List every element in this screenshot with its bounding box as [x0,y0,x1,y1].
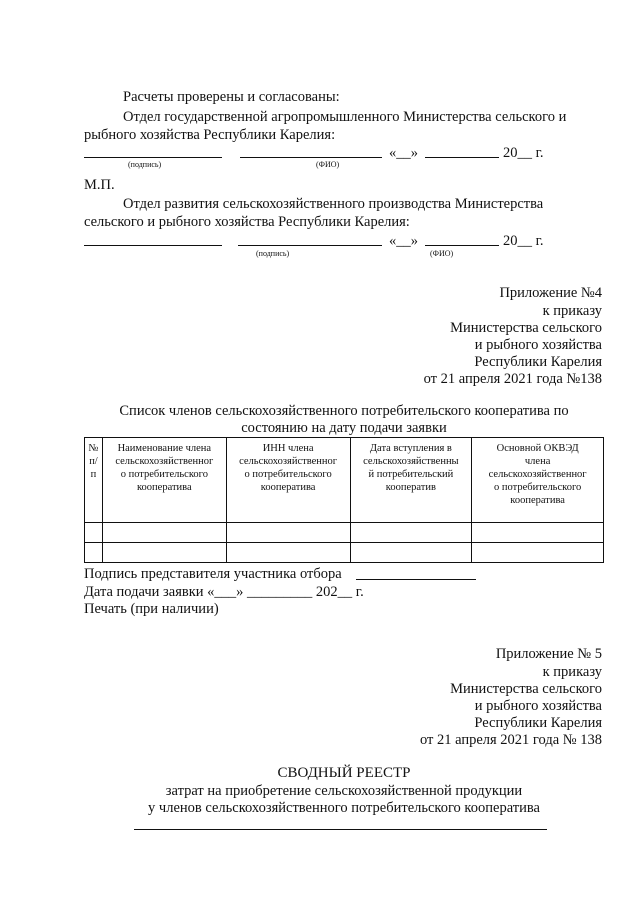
appendix5-line-1: Приложение № 5 [495,646,602,662]
dept2-line1: Отдел развития сельскохозяйственного производства Министерства [123,196,544,212]
signature-caption-2: (подпись) [256,249,290,258]
members-title-line1: Список членов сельскохозяйственного потребительского кооператива по [119,403,569,419]
registry-title: СВОДНЫЙ РЕЕСТР [277,765,411,781]
appendix4-line-6: от 21 апреля 2021 года №138 [423,371,602,387]
fio-caption-1: (ФИО) [316,160,340,169]
appendix5-line-6: от 21 апреля 2021 года № 138 [419,732,602,748]
seal-line: Печать (при наличии) [84,601,219,617]
stamp-label: М.П. [84,177,115,193]
appendix5-line-4: и рыбного хозяйства [474,698,602,714]
header-join-date: Дата вступления в сельскохозяйственны й потребительский кооператив [350,438,472,523]
dept1-line1: Отдел государственной агропромышленного Министерства сельского и [123,109,567,125]
signature-representative: Подпись представителя участника отбора [84,566,342,582]
members-title-line2: состоянию на дату подачи заявки [241,420,447,436]
approval-checked-line: Расчеты проверены и согласованы: [123,89,340,105]
header-member-name: Наименование члена сельскохозяйственног о потребительского кооператива [102,438,226,523]
signature-caption-1: (подпись) [128,160,162,169]
signature-line-1 [84,157,222,158]
signature-line-2 [84,245,222,246]
year-1: 20__ г. [503,145,544,161]
header-okved: Основной ОКВЭД члена сельскохозяйственног о потребительского кооператива [472,438,604,523]
table-row [85,543,604,563]
registry-subtitle-line1: затрат на приобретение сельскохозяйственной продукции [165,783,523,799]
fio-caption-2: (ФИО) [430,249,454,258]
table-header-row [85,438,604,523]
appendix5-line-3: Министерства сельского [450,681,602,697]
fio-line-1 [240,157,382,158]
date-quote-2: «__» [389,233,418,249]
year-2: 20__ г. [503,233,544,249]
fio-line-2 [238,245,382,246]
registry-underline [134,829,547,830]
appendix4-line-2: к приказу [542,303,602,319]
dept2-line2: сельского и рыбного хозяйства Республики Карелия: [84,214,410,230]
appendix4-line-5: Республики Карелия [474,354,602,370]
month-line-2 [425,245,499,246]
date-quote-1: «__» [389,145,418,161]
header-inn: ИНН члена сельскохозяйственног о потребительского кооператива [226,438,350,523]
dept1-line2: рыбного хозяйства Республики Карелия: [84,127,336,143]
appendix5-line-5: Республики Карелия [474,715,602,731]
members-table [84,437,604,563]
appendix5-line-2: к приказу [542,664,602,680]
appendix4-line-4: и рыбного хозяйства [474,337,602,353]
header-number: № п/ п [85,438,103,523]
month-line-1 [425,157,499,158]
appendix4-line-3: Министерства сельского [450,320,602,336]
registry-subtitle-line2: у членов сельскохозяйственного потребительского кооператива [148,800,540,816]
application-date-line: Дата подачи заявки «___» _________ 202__ г. [84,584,364,600]
representative-signature-line [356,579,476,580]
appendix4-line-1: Приложение №4 [499,285,602,301]
table-row [85,523,604,543]
